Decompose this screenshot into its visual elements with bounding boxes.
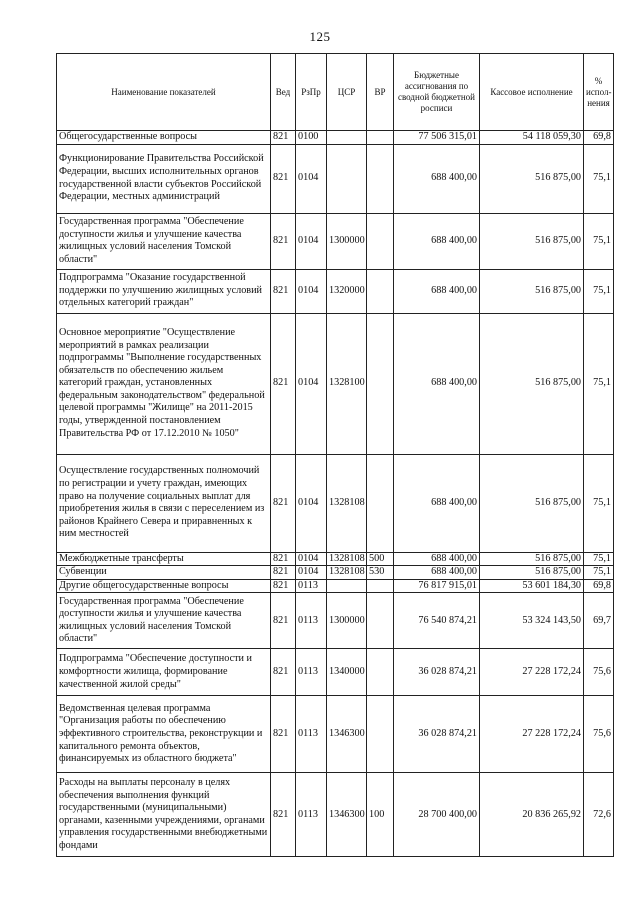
row-rzpr: 0113 bbox=[296, 696, 327, 773]
table-row bbox=[57, 579, 614, 593]
row-name: Осуществление государственных полномочий по регистрации и учету граждан, имеющих право на получение социальных выплат для приобретения жилья в связи с переселением из районов Крайнего Севера и приравненных к ним местностей bbox=[57, 454, 271, 552]
column-header-csr: ЦСР bbox=[327, 54, 367, 131]
row-budget: 36 028 874,21 bbox=[394, 649, 480, 696]
column-header-ved: Вед bbox=[271, 54, 296, 131]
row-budget: 36 028 874,21 bbox=[394, 696, 480, 773]
table-row bbox=[57, 213, 614, 269]
row-vr bbox=[367, 213, 394, 269]
row-budget: 688 400,00 bbox=[394, 552, 480, 566]
row-name: Подпрограмма "Обеспечение доступности и комфортности жилища, формирование качественной жилой среды" bbox=[57, 649, 271, 696]
row-csr: 1320000 bbox=[327, 269, 367, 313]
row-ved: 821 bbox=[271, 313, 296, 454]
row-cash: 516 875,00 bbox=[480, 269, 584, 313]
row-vr: 530 bbox=[367, 566, 394, 580]
row-percent: 75,1 bbox=[584, 144, 614, 213]
row-csr bbox=[327, 131, 367, 145]
row-cash: 516 875,00 bbox=[480, 566, 584, 580]
row-csr: 1300000 bbox=[327, 593, 367, 649]
table-row bbox=[57, 313, 614, 454]
row-csr: 1328100 bbox=[327, 313, 367, 454]
row-name: Субвенции bbox=[57, 566, 271, 580]
row-cash: 516 875,00 bbox=[480, 313, 584, 454]
column-header-vr: ВР bbox=[367, 54, 394, 131]
row-percent: 69,8 bbox=[584, 131, 614, 145]
row-rzpr: 0104 bbox=[296, 213, 327, 269]
row-name: Расходы на выплаты персоналу в целях обеспечения выполнения функций государственными (муниципальными) органами, казенными учреждениями, органами управления государственными внебюджетными фондами bbox=[57, 773, 271, 857]
row-budget: 688 400,00 bbox=[394, 454, 480, 552]
row-ved: 821 bbox=[271, 269, 296, 313]
row-ved: 821 bbox=[271, 696, 296, 773]
row-csr bbox=[327, 579, 367, 593]
table-row bbox=[57, 649, 614, 696]
row-rzpr: 0104 bbox=[296, 144, 327, 213]
row-cash: 53 601 184,30 bbox=[480, 579, 584, 593]
column-header-percent: % испол-нения bbox=[584, 54, 614, 131]
table-row bbox=[57, 131, 614, 145]
row-csr: 1346300 bbox=[327, 696, 367, 773]
row-percent: 72,6 bbox=[584, 773, 614, 857]
table-row bbox=[57, 696, 614, 773]
row-ved: 821 bbox=[271, 593, 296, 649]
row-budget: 76 817 915,01 bbox=[394, 579, 480, 593]
row-csr: 1328108 bbox=[327, 566, 367, 580]
row-cash: 27 228 172,24 bbox=[480, 696, 584, 773]
row-vr bbox=[367, 579, 394, 593]
row-vr bbox=[367, 313, 394, 454]
row-percent: 75,1 bbox=[584, 566, 614, 580]
row-csr: 1346300 bbox=[327, 773, 367, 857]
row-budget: 688 400,00 bbox=[394, 213, 480, 269]
budget-execution-table bbox=[56, 53, 614, 857]
row-name: Ведомственная целевая программа "Организация работы по обеспечению эффективного строительства, реконструкции и капитального ремонта объектов, финансируемых из областного бюджета" bbox=[57, 696, 271, 773]
row-ved: 821 bbox=[271, 144, 296, 213]
row-budget: 688 400,00 bbox=[394, 313, 480, 454]
row-rzpr: 0104 bbox=[296, 313, 327, 454]
row-cash: 516 875,00 bbox=[480, 144, 584, 213]
row-vr bbox=[367, 649, 394, 696]
row-ved: 821 bbox=[271, 213, 296, 269]
row-csr bbox=[327, 144, 367, 213]
row-cash: 20 836 265,92 bbox=[480, 773, 584, 857]
row-percent: 75,1 bbox=[584, 454, 614, 552]
row-csr: 1340000 bbox=[327, 649, 367, 696]
row-rzpr: 0104 bbox=[296, 566, 327, 580]
table-row bbox=[57, 454, 614, 552]
row-ved: 821 bbox=[271, 454, 296, 552]
row-cash: 27 228 172,24 bbox=[480, 649, 584, 696]
row-vr: 100 bbox=[367, 773, 394, 857]
row-csr: 1300000 bbox=[327, 213, 367, 269]
row-budget: 688 400,00 bbox=[394, 144, 480, 213]
row-name: Основное мероприятие "Осуществление мероприятий в рамках реализации подпрограммы "Выполнение государственных обязательств по обеспечению жильем категорий граждан, установленных федеральным законодательством" федеральной целевой программы "Жилище" на 2011-2015 годы, утвержденной постановлением Правительства РФ от 17.12.2010 № 1050" bbox=[57, 313, 271, 454]
row-percent: 75,1 bbox=[584, 213, 614, 269]
row-cash: 516 875,00 bbox=[480, 213, 584, 269]
table-row bbox=[57, 593, 614, 649]
column-header-name: Наименование показателей bbox=[57, 54, 271, 131]
row-ved: 821 bbox=[271, 579, 296, 593]
row-percent: 75,1 bbox=[584, 313, 614, 454]
row-name: Функционирование Правительства Российской Федерации, высших исполнительных органов государственной власти субъектов Российской Федерации, местных администраций bbox=[57, 144, 271, 213]
table-row bbox=[57, 269, 614, 313]
row-budget: 28 700 400,00 bbox=[394, 773, 480, 857]
column-header-rzpr: РзПр bbox=[296, 54, 327, 131]
row-vr bbox=[367, 144, 394, 213]
row-ved: 821 bbox=[271, 773, 296, 857]
row-budget: 688 400,00 bbox=[394, 269, 480, 313]
table-header-row bbox=[57, 54, 614, 131]
row-name: Общегосударственные вопросы bbox=[57, 131, 271, 145]
row-rzpr: 0100 bbox=[296, 131, 327, 145]
row-vr bbox=[367, 454, 394, 552]
row-rzpr: 0113 bbox=[296, 593, 327, 649]
row-ved: 821 bbox=[271, 566, 296, 580]
row-budget: 76 540 874,21 bbox=[394, 593, 480, 649]
row-percent: 75,6 bbox=[584, 649, 614, 696]
row-name: Подпрограмма "Оказание государственной поддержки по улучшению жилищных условий отдельных категорий граждан" bbox=[57, 269, 271, 313]
row-rzpr: 0113 bbox=[296, 579, 327, 593]
row-cash: 516 875,00 bbox=[480, 454, 584, 552]
row-cash: 53 324 143,50 bbox=[480, 593, 584, 649]
table-row bbox=[57, 552, 614, 566]
row-name: Другие общегосударственные вопросы bbox=[57, 579, 271, 593]
row-percent: 75,1 bbox=[584, 269, 614, 313]
row-budget: 688 400,00 bbox=[394, 566, 480, 580]
row-budget: 77 506 315,01 bbox=[394, 131, 480, 145]
row-percent: 75,1 bbox=[584, 552, 614, 566]
row-percent: 69,8 bbox=[584, 579, 614, 593]
row-vr bbox=[367, 269, 394, 313]
row-rzpr: 0104 bbox=[296, 552, 327, 566]
row-vr: 500 bbox=[367, 552, 394, 566]
row-rzpr: 0104 bbox=[296, 269, 327, 313]
row-csr: 1328108 bbox=[327, 552, 367, 566]
row-name: Государственная программа "Обеспечение доступности жилья и улучшение качества жилищных условий населения Томской области" bbox=[57, 593, 271, 649]
table-row bbox=[57, 144, 614, 213]
row-vr bbox=[367, 696, 394, 773]
row-cash: 54 118 059,30 bbox=[480, 131, 584, 145]
row-ved: 821 bbox=[271, 131, 296, 145]
row-csr: 1328108 bbox=[327, 454, 367, 552]
row-rzpr: 0113 bbox=[296, 649, 327, 696]
row-vr bbox=[367, 593, 394, 649]
row-vr bbox=[367, 131, 394, 145]
row-name: Государственная программа "Обеспечение доступности жилья и улучшение качества жилищных условий населения Томской области" bbox=[57, 213, 271, 269]
row-cash: 516 875,00 bbox=[480, 552, 584, 566]
page-number: 125 bbox=[309, 29, 331, 44]
row-percent: 69,7 bbox=[584, 593, 614, 649]
column-header-cash: Кассовое исполнение bbox=[480, 54, 584, 131]
table-row bbox=[57, 566, 614, 580]
row-rzpr: 0104 bbox=[296, 454, 327, 552]
row-name: Межбюджетные трансферты bbox=[57, 552, 271, 566]
row-rzpr: 0113 bbox=[296, 773, 327, 857]
row-ved: 821 bbox=[271, 552, 296, 566]
row-ved: 821 bbox=[271, 649, 296, 696]
column-header-budget: Бюджетные ассигнования по сводной бюджетной росписи bbox=[394, 54, 480, 131]
table-row bbox=[57, 773, 614, 857]
row-percent: 75,6 bbox=[584, 696, 614, 773]
